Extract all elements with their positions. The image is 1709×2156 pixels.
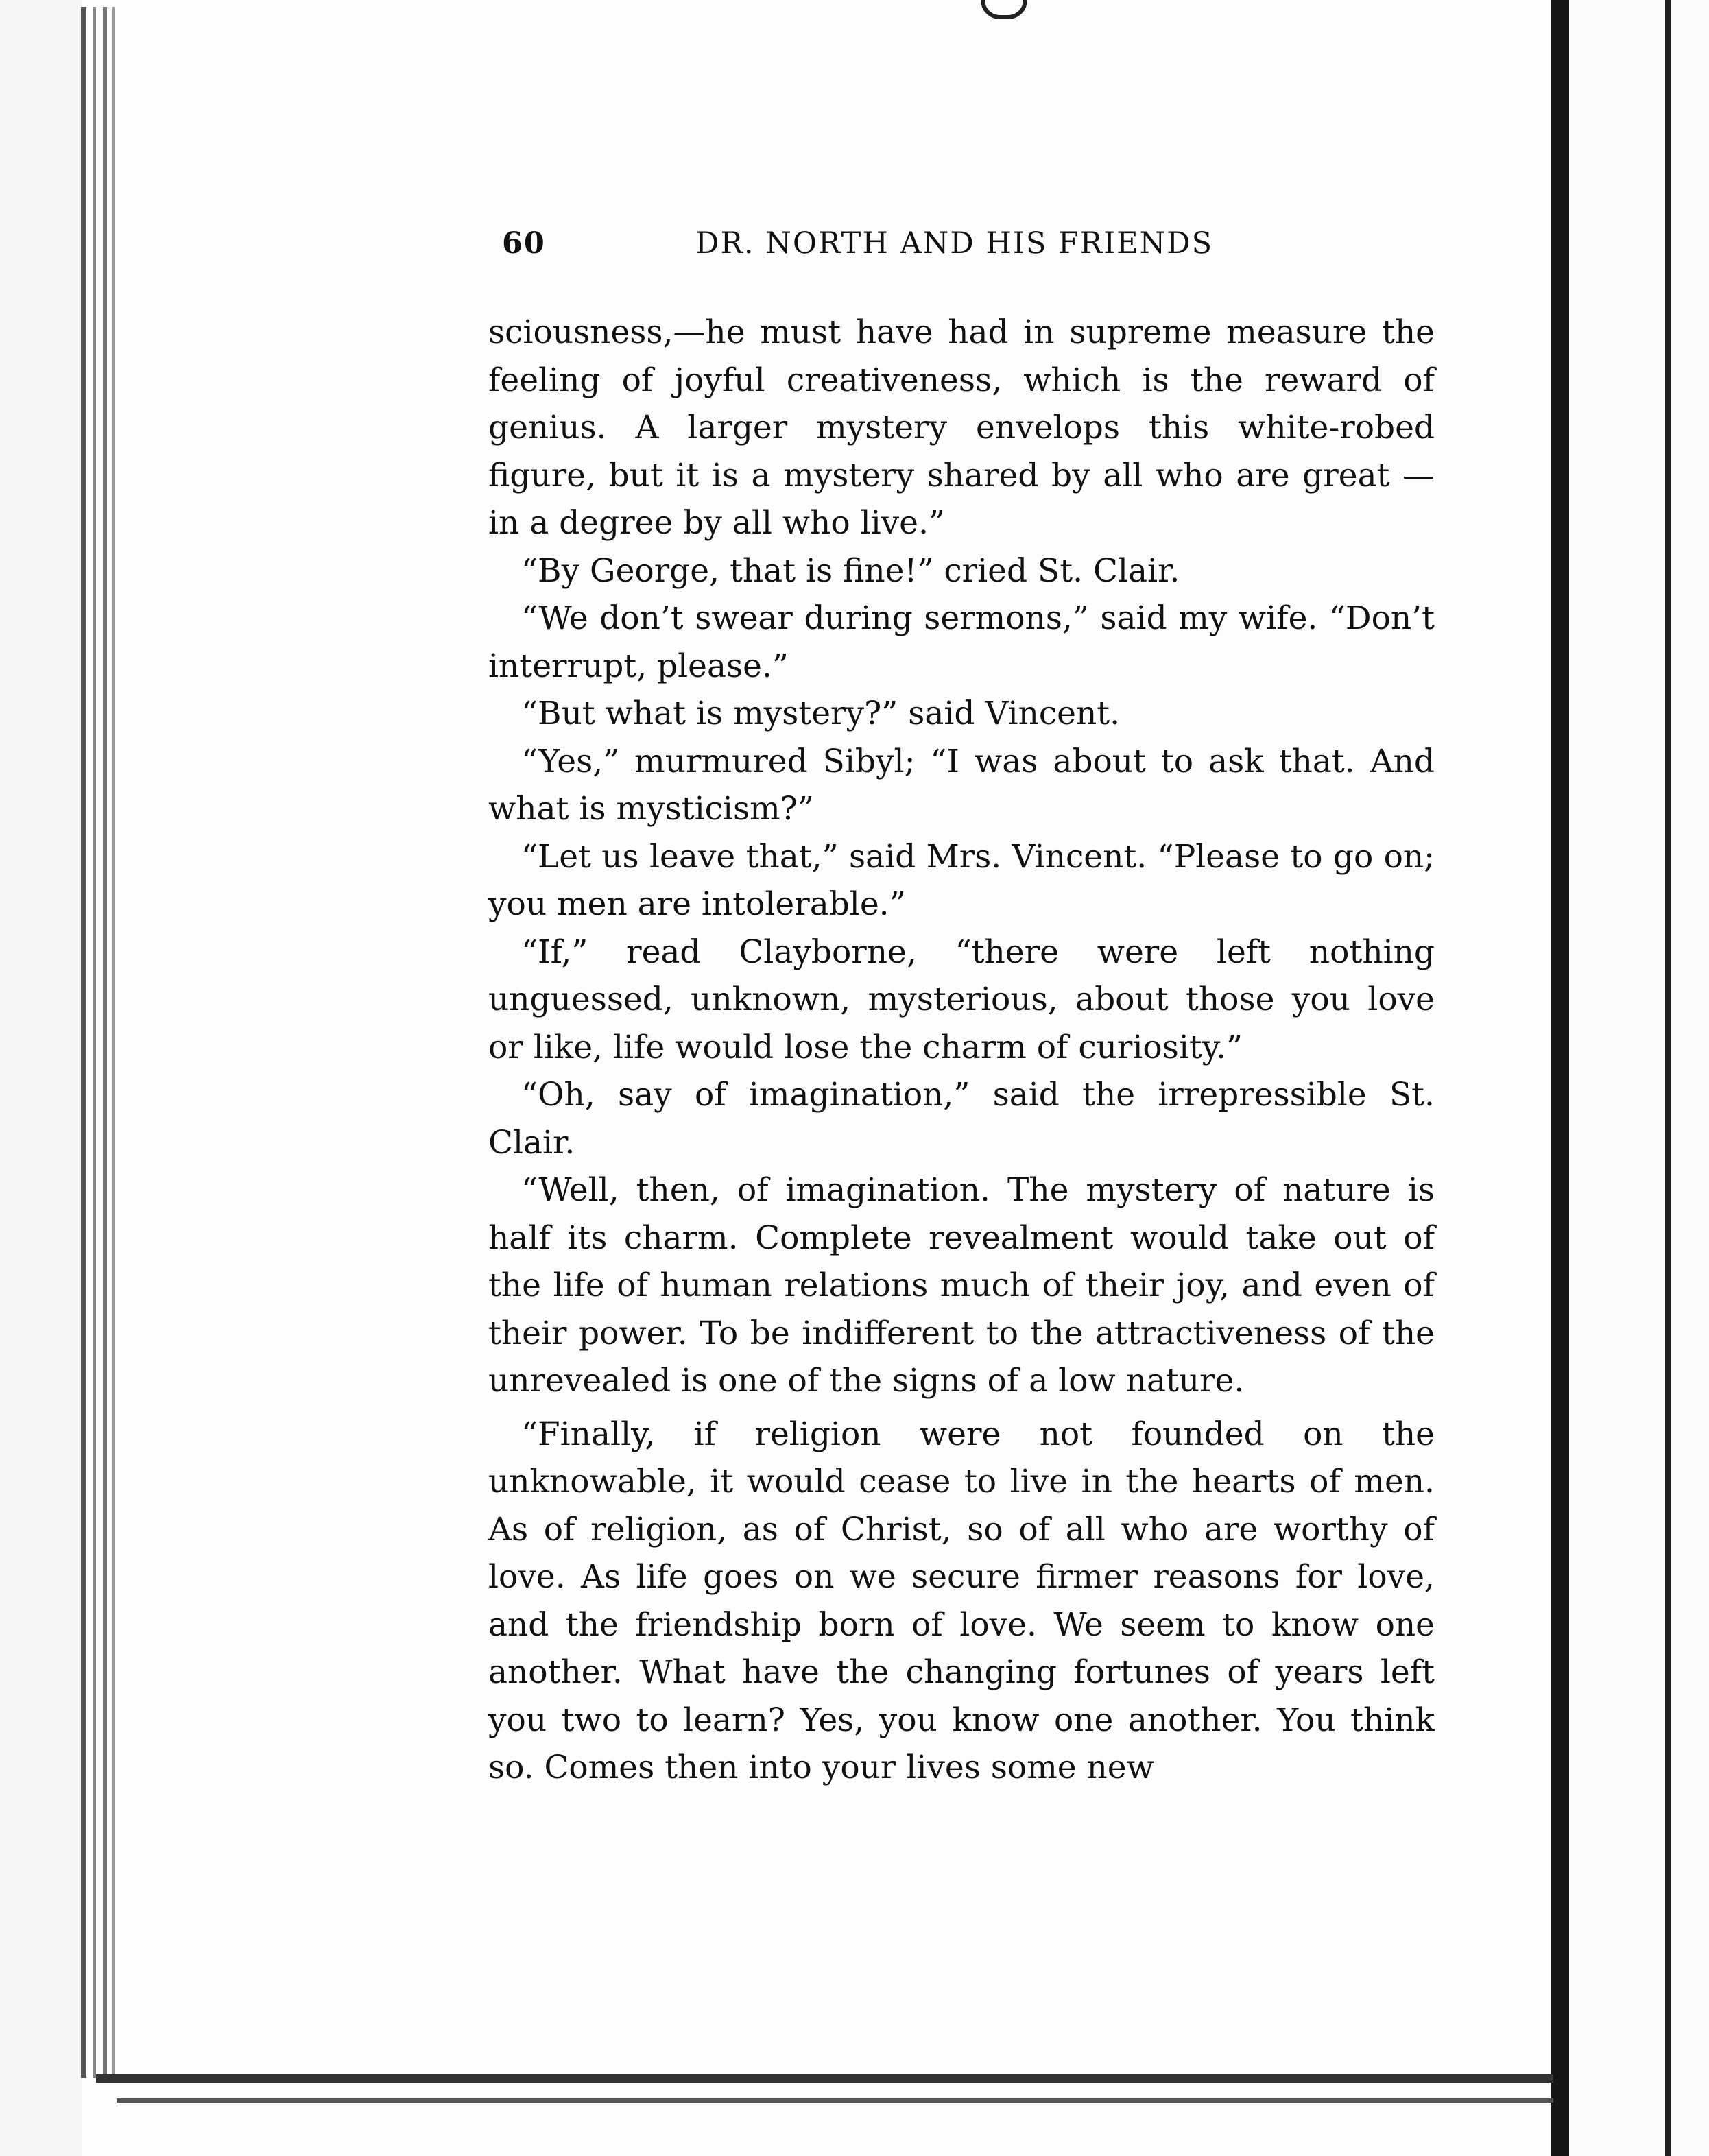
paragraph: “Well, then, of imagination. The mystery of nature is half its charm. Complete revealment would take out of the life of human relations much of their joy, and even of their power. To be indifferent to the attractiveness of the unrevealed is one of the signs of a low nature.: [488, 1171, 1435, 1400]
running-head-title: DR. NORTH AND HIS FRIENDS: [695, 226, 1214, 261]
paragraph: “If,” read Clayborne, “there were left nothing unguessed, unknown, mysterious, about those you love or like, life would lose the charm of curiosity.”: [488, 933, 1435, 1066]
running-header: [488, 226, 1435, 281]
paragraph: “Finally, if religion were not founded on the unknowable, it would cease to live in the hearts of men. As of religion, as of Christ, so of all who are worthy of love. As life goes on we secure firmer reasons for love, and the friendship born of love. We seem to know one another. What have the changing fortunes of years left you two to learn? Yes, you know one another. You think so. Comes then into your lives some new: [488, 1415, 1435, 1786]
paragraph: “Let us leave that,” said Mrs. Vincent. “Please to go on; you men are intolerable.”: [488, 837, 1435, 923]
binding-gutter-shadow: [1551, 0, 1569, 2156]
book-left-edge: [0, 0, 82, 2156]
paragraph: “We don’t swear during sermons,” said my wife. “Don’t interrupt, please.”: [488, 599, 1435, 685]
paragraph: “By George, that is fine!” cried St. Clair.: [521, 551, 1180, 590]
paragraph: sciousness,—he must have had in supreme measure the feeling of joyful creativeness, which is the reward of genius. A larger mystery envelops this white-robed figure, but it is a mystery shared by all who are great —in a degree by all who live.”: [488, 313, 1435, 542]
page-body: [488, 309, 1435, 1792]
page-bottom-edge: [117, 2098, 1553, 2103]
paragraph: “But what is mystery?” said Vincent.: [521, 695, 1121, 732]
page-bottom-edge: [96, 2074, 1553, 2083]
book-page: [488, 226, 1435, 1792]
page-edge-line: [103, 7, 107, 2078]
facing-page-edge: [1665, 0, 1671, 2156]
page-number: 60: [502, 226, 546, 261]
paragraph: “Oh, say of imagination,” said the irrepressible St. Clair.: [488, 1076, 1435, 1162]
page-edge-line: [112, 7, 115, 2078]
facing-page-strip: [1569, 0, 1709, 2156]
page-edge-line: [81, 7, 86, 2078]
paragraph: “Yes,” murmured Sibyl; “I was about to ask that. And what is mysticism?”: [488, 742, 1435, 828]
page-edge-line: [93, 7, 96, 2078]
